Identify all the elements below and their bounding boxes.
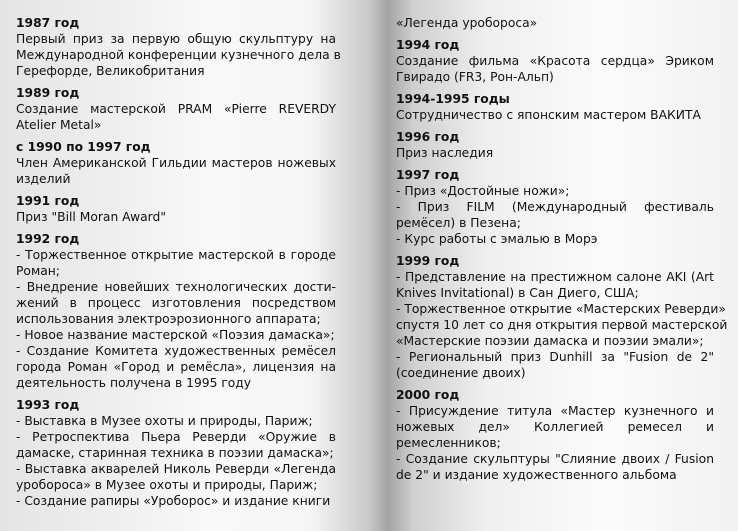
entry-year: 1997 год <box>396 168 460 182</box>
entry-text-line: - Присуждение титула «Мастер кузнечного и <box>396 404 714 418</box>
carry-over-line: «Легенда уробороса» <box>396 16 538 30</box>
entry-text-line: - Торжественное открытие «Мастерских Реверди» <box>396 302 726 316</box>
entry-text-line: - Представление на престижном салоне AKI (Art <box>396 270 714 284</box>
entry-year: 1994 год <box>396 38 460 52</box>
entry-text-line: - Курс работы с эмалью в Морэ <box>396 232 598 246</box>
entry-text-line: - Выставка в Музее охоты и природы, Париж; <box>16 414 313 428</box>
entry-text-line: Сотрудничество с японским мастером ВАКИТА <box>396 108 701 122</box>
entry-text-line: дамаске, старинная техника в поэзии дамаска»; <box>16 446 334 460</box>
entry-text-line: ремёсел) в Пезена; <box>396 216 521 230</box>
timeline-entry <box>16 193 336 225</box>
entry-text-line: - Создание рапиры «Уроборос» и издание книги <box>16 494 331 508</box>
entry-text-line: ремесленников; <box>396 436 501 450</box>
timeline-entry <box>396 37 714 85</box>
entry-text-line: Создание фильма «Красота сердца» Эриком <box>396 54 714 68</box>
entry-year: 1992 год <box>16 232 80 246</box>
timeline-entry <box>396 387 714 483</box>
entry-year: 1987 год <box>16 16 80 30</box>
entry-year: 2000 год <box>396 388 460 402</box>
entry-text-line: - Выставка акварелей Николь Реверди «Легенда <box>16 462 336 476</box>
entry-text-line: уробороса» в Музее охоты и природы, Париж; <box>16 478 318 492</box>
entry-text-line: - Приз FILM (Международный фестиваль <box>396 200 714 214</box>
timeline-entry <box>396 167 714 247</box>
timeline-entry <box>16 85 336 133</box>
entry-text-line: Knives Invitational) в Сан Диего, США; <box>396 286 639 300</box>
entry-year: 1993 год <box>16 398 80 412</box>
timeline-entry <box>396 91 714 123</box>
timeline-entry <box>396 129 714 161</box>
right-column <box>396 0 728 489</box>
entry-text-line: Atelier Metal» <box>16 118 102 132</box>
entry-text-line: Герефорде, Великобритания <box>16 64 205 78</box>
timeline-entry <box>16 231 336 391</box>
entry-text-line: - Создание скульптуры "Слияние двоих / Fusion <box>396 452 714 466</box>
entry-text-line: Международной конференции кузнечного дела в <box>16 48 341 62</box>
entry-text-line: Создание мастерской PRAM «Pierre REVERDY <box>16 102 336 116</box>
entry-text-line: de 2" и издание художественного альбома <box>396 468 677 482</box>
entry-text-line: города Роман «Город и ремёсла», лицензия на <box>16 360 336 374</box>
entry-text-line: - Создание Комитета художественных ремёсел <box>16 344 336 358</box>
timeline-entry <box>16 397 336 509</box>
entry-year: 1996 год <box>396 130 460 144</box>
entry-text-line: Гвирадо (FR3, Рон-Альп) <box>396 70 554 84</box>
entry-text-line: - Ретроспектива Пьера Реверди «Оружие в <box>16 430 336 444</box>
entry-text-line: спустя 10 лет со дня открытия первой мастерской <box>396 318 728 332</box>
entry-text-line: Приз наследия <box>396 146 494 160</box>
entry-text-line: Первый приз за первую общую скульптуру на <box>16 32 336 46</box>
entry-year: 1989 год <box>16 86 80 100</box>
timeline-entry <box>16 139 336 187</box>
entry-text-line: деятельность получена в 1995 году <box>16 376 252 390</box>
entry-text-line: «Мастерские поэзии дамаска и поэзии эмали»; <box>396 334 704 348</box>
entry-text-line: - Региональный приз Dunhill за "Fusion de 2" <box>396 350 714 364</box>
entry-text-line: - Приз «Достойные ножи»; <box>396 184 570 198</box>
entry-text-line: изделий <box>16 172 71 186</box>
entry-text-line: Роман; <box>16 264 60 278</box>
entry-text-line: - Торжественное открытие мастерской в городе <box>16 248 336 262</box>
entry-text-line: Член Американской Гильдии мастеров ножевых <box>16 156 336 170</box>
entry-text-line: Приз "Bill Moran Award" <box>16 210 166 224</box>
entry-text-line: использования электроэрозионного аппарата; <box>16 312 321 326</box>
entry-year: 1999 год <box>396 254 460 268</box>
entry-text-line: - Внедрение новейших технологических дости- <box>16 280 336 294</box>
entry-year: с 1990 по 1997 год <box>16 140 151 154</box>
entry-year: 1994-1995 годы <box>396 92 510 106</box>
left-column <box>16 0 341 515</box>
entry-text-line: - Новое название мастерской «Поэзия дамаска»; <box>16 328 335 342</box>
timeline-entry <box>396 253 728 381</box>
entry-year: 1991 год <box>16 194 80 208</box>
entry-text-line: (соединение двоих) <box>396 366 526 380</box>
entry-text-line: ножевых дел» Коллегией ремесел и <box>396 420 714 434</box>
entry-text-line: жений в процесс изготовления посредством <box>16 296 336 310</box>
timeline-entry <box>16 15 341 79</box>
